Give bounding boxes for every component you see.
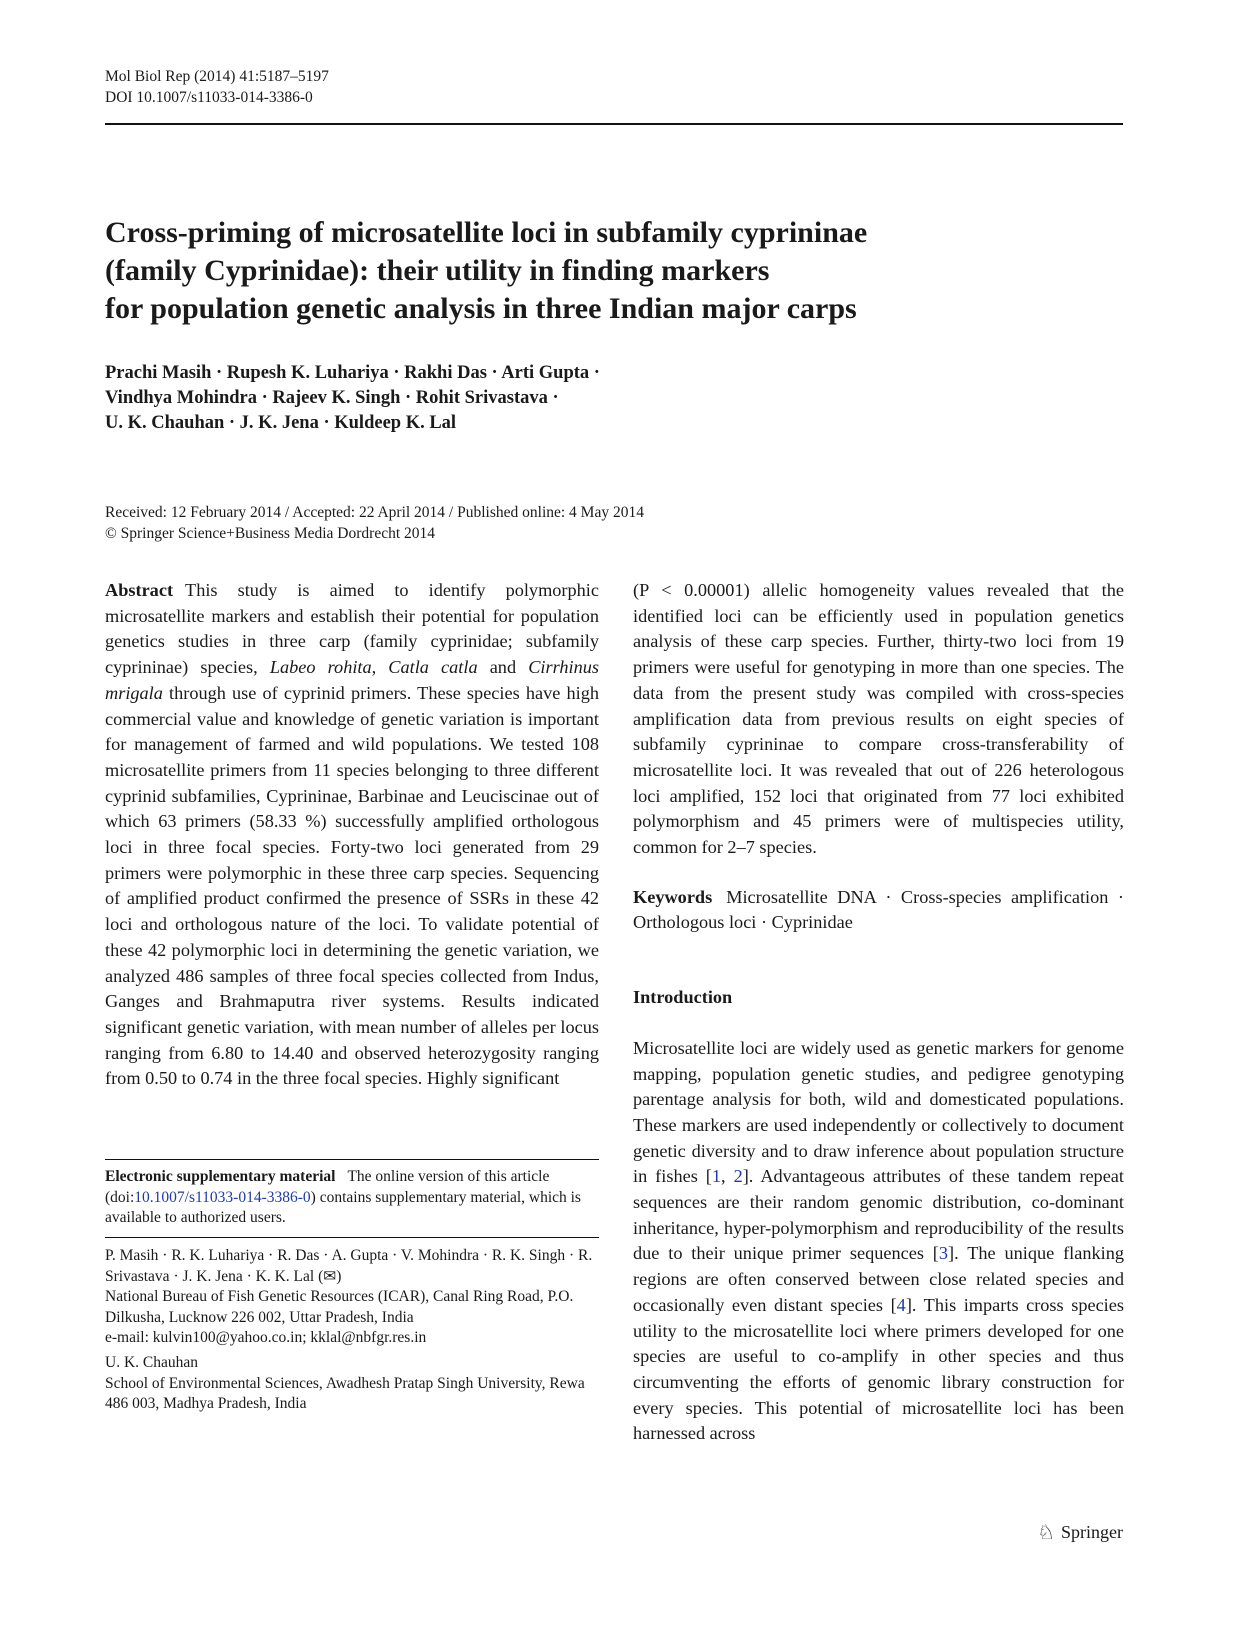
- affiliation-2: [105, 1353, 599, 1415]
- right-column: [633, 578, 1124, 1447]
- abstract-text: This study is aimed to identify polymorphic microsatellite markers and establish their potential for population genetics studies in three carp (family cyprinidae; subfamily cyprininae) species,: [105, 580, 599, 678]
- header-rule: [105, 123, 1123, 125]
- citation-link[interactable]: 2: [733, 1166, 743, 1187]
- keywords-text: Microsatellite DNA · Cross-species amplification · Orthologous loci · Cyprinidae: [633, 886, 1124, 933]
- species-name: Labeo rohita, Catla catla: [269, 657, 478, 678]
- introduction-paragraph: [633, 1036, 1124, 1447]
- citation-link[interactable]: 4: [896, 1294, 906, 1315]
- publisher-logo: [1037, 1520, 1123, 1545]
- paper-title: [105, 214, 1105, 328]
- esm-note: [105, 1167, 599, 1229]
- springer-horse-icon: ♘: [1037, 1522, 1055, 1544]
- footnote-rule: [105, 1237, 599, 1238]
- abstract-text: and: [477, 657, 529, 678]
- publication-history: [105, 502, 644, 544]
- keywords: [633, 885, 1124, 936]
- abstract-text: through use of cyprinid primers. These species have high commercial value and knowledge of genetic variation is important for management of farmed and wild populations. We tested 108 microsatellite primers from 11 species belonging to three different cyprinid subfamilies, Cyprininae, Barbinae and Leuciscinae out of which 63 primers (58.33 %) successfully amplified orthologous loci in three focal species. Forty-two loci generated from 29 primers were polymorphic in these three carp species. Sequencing of amplified product confirmed the presence of SSRs in these 42 loci and orthologous nature of the loci. To validate potential of these 42 polymorphic loci in determining the genetic variation, we analyzed 486 samples of three focal species collected from Indus, Ganges and Brahmaputra river systems. Results indicated significant genetic variation, with mean number of alleles per locus ranging from 6.80 to 14.40 and observed heterozygosity ranging from 0.50 to 0.74 in the three focal species. Highly significant: [105, 682, 599, 1089]
- journal-header: [105, 66, 329, 108]
- abstract: [105, 578, 599, 1092]
- affiliation-1: [105, 1246, 599, 1349]
- journal-citation: Mol Biol Rep (2014) 41:5187–5197: [105, 68, 329, 85]
- affiliation-authors: P. Masih · R. K. Luhariya · R. Das · A. Gupta · V. Mohindra · R. K. Singh · R. Srivastava · J. K. Jena · K. K. Lal (✉): [105, 1247, 593, 1285]
- section-heading-introduction: Introduction: [633, 987, 733, 1008]
- author-line: Vindhya Mohindra · Rajeev K. Singh · Rohit Srivastava ·: [105, 388, 559, 408]
- doi: DOI 10.1007/s11033-014-3386-0: [105, 89, 313, 106]
- esm-text: ) contains supplementary material, which is available to authorized users.: [105, 1188, 581, 1226]
- abstract-label: Abstract: [105, 580, 174, 600]
- title-line: Cross-priming of microsatellite loci in subfamily cyprininae: [105, 216, 868, 249]
- date-history: Received: 12 February 2014 / Accepted: 22 April 2014 / Published online: 4 May 2014: [105, 504, 644, 521]
- doi-link[interactable]: 10.1007/s11033-014-3386-0: [134, 1188, 311, 1206]
- citation-link[interactable]: 1: [711, 1166, 722, 1187]
- footnote-rule: [105, 1159, 599, 1160]
- author-list: [105, 361, 1005, 436]
- intro-text: Microsatellite loci are widely used as genetic markers for genome mapping, population genetic studies, and pedigree genotyping parentage analysis for both, wild and domesticated populations. These markers are used independently or collectively to document genetic diversity and to draw inference about population structure in fishes [: [633, 1037, 1124, 1187]
- title-line: for population genetic analysis in three Indian major carps: [105, 292, 857, 325]
- intro-text: ]. This imparts cross species utility to the microsatellite loci where primers developed for one species are useful to co-amplify in other species and thus circumventing the efforts of genomic library construction for every species. This potential of microsatellite loci has been harnessed across: [633, 1294, 1124, 1444]
- affiliation-authors: U. K. Chauhan: [105, 1354, 198, 1371]
- esm-label: Electronic supplementary material: [105, 1168, 336, 1185]
- author-line: U. K. Chauhan · J. K. Jena · Kuldeep K. Lal: [105, 413, 457, 433]
- copyright: © Springer Science+Business Media Dordrecht 2014: [105, 525, 436, 542]
- abstract-continued: (P < 0.00001) allelic homogeneity values revealed that the identified loci can be efficiently used in population genetics analysis of these carp species. Further, thirty-two loci from 19 primers were useful for genotyping in more than one species. The data from the present study was compiled with cross-species amplification data from previous results on eight species of subfamily cyprininae to compare cross-transferability of microsatellite loci. It was revealed that out of 226 heterologous loci amplified, 152 loci that originated from 77 loci exhibited polymorphism and 45 primers were of multispecies utility, common for 2–7 species.: [633, 580, 1124, 858]
- intro-text: ,: [721, 1166, 734, 1187]
- publisher-name: Springer: [1061, 1522, 1123, 1542]
- author-line: Prachi Masih · Rupesh K. Luhariya · Rakhi Das · Arti Gupta ·: [105, 363, 600, 383]
- species-name: Cirrhinus mrigala: [105, 657, 599, 703]
- title-line: (family Cyprinidae): their utility in finding markers: [105, 254, 770, 287]
- citation-link[interactable]: 3: [938, 1243, 949, 1264]
- intro-text: ]. Advantageous attributes of these tandem repeat sequences are their random genomic distribution, co-dominant inheritance, hyper-polymorphism and reproducibility of the results due to their unique primer sequences [: [633, 1166, 1125, 1264]
- affiliation-institution: School of Environmental Sciences, Awadhesh Pratap Singh University, Rewa 486 003, Madhya Pradesh, India: [105, 1374, 585, 1412]
- intro-text: ]. The unique flanking regions are often conserved between close related species and occasionally even distant species [: [633, 1243, 1125, 1315]
- affiliation-institution: National Bureau of Fish Genetic Resources (ICAR), Canal Ring Road, P.O. Dilkusha, Lucknow 226 002, Uttar Pradesh, India: [105, 1288, 574, 1326]
- affiliation-email: e-mail: kulvin100@yahoo.co.in; kklal@nbfgr.res.in: [105, 1329, 427, 1346]
- left-column: [105, 578, 599, 1092]
- esm-text: The online version of this article (doi:: [105, 1168, 550, 1206]
- keywords-label: Keywords: [633, 886, 713, 907]
